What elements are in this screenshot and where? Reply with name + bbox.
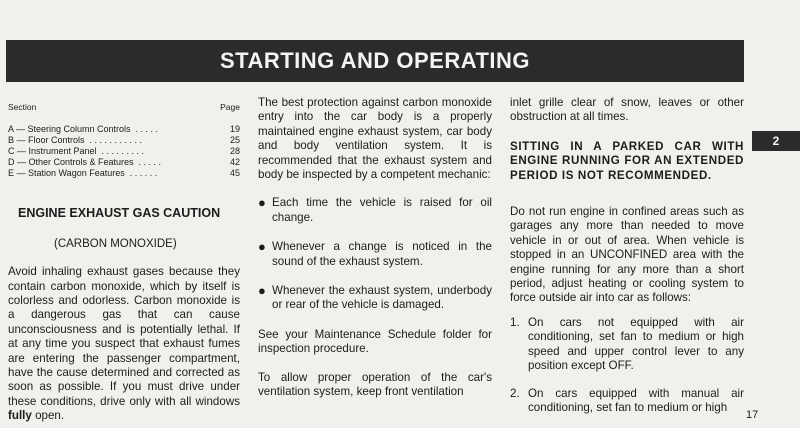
air-step-text: On cars not equipped with air conditioning, set fan to medium or high speed and upper control lever to any position except OFF. xyxy=(528,315,744,373)
caution-subheading: (CARBON MONOXIDE) xyxy=(54,237,177,250)
toc-entry-page: 25 xyxy=(229,135,240,146)
toc-entry xyxy=(8,146,240,157)
column-right xyxy=(510,96,744,428)
inspection-item-text: Each time the vehicle is raised for oil change. xyxy=(272,196,492,224)
inspection-item xyxy=(258,196,492,225)
section-banner xyxy=(6,40,744,82)
toc-entry-label: B — Floor Controls . . . . . . . . . . . xyxy=(8,135,143,146)
toc-entry xyxy=(8,157,240,168)
ventilation-note: To allow proper operation of the car's ventilation system, keep front ventilation xyxy=(258,370,492,399)
toc-entry xyxy=(8,124,240,135)
confined-area-note: Do not run engine in confined areas such as garages any more than needed to move vehicle in or out of area. When vehicle is stopped in an UNCONFINED area with the engine running for any more than a short period, adjust heating or cooling system to force outside air into car as follows: xyxy=(510,205,744,305)
toc-page-header: Page xyxy=(220,102,240,112)
caution-body-text: Avoid inhaling exhaust gases because they contain carbon monoxide, which by itself is colorless and odorless. Carbon monoxide is a dangerous gas that can cause unconsciousness and is potentially lethal. If at any time you suspect that exhaust fumes are entering the passenger compartment, have the cause determined and corrected as soon as possible. If you must drive under these conditions, drive only with all windows xyxy=(8,265,240,408)
protection-intro: The best protection against carbon monoxide entry into the car body is a properly maintained engine exhaust system, car body and body ventilation system. It is recommended that the exhaust system and body be inspected by a competent mechanic: xyxy=(258,96,492,182)
toc-entry xyxy=(8,168,240,179)
column-left xyxy=(8,96,240,424)
caution-body-end: open. xyxy=(35,409,65,423)
toc-entry-label: D — Other Controls & Features . . . . . xyxy=(8,156,162,167)
column-middle xyxy=(258,96,492,400)
toc-section-header: Section xyxy=(8,102,37,112)
caution-body-emphasis: fully xyxy=(8,409,32,423)
air-steps-list xyxy=(510,316,744,415)
toc-entry-page: 42 xyxy=(229,156,240,167)
bullet-icon: ● xyxy=(258,195,266,211)
air-step-number: 2. xyxy=(510,386,520,400)
maintenance-note: See your Maintenance Schedule folder for inspection procedure. xyxy=(258,327,492,356)
ventilation-continuation: inlet grille clear of snow, leaves or other obstruction at all times. xyxy=(510,96,744,124)
toc-entry-page: 28 xyxy=(229,146,240,156)
toc-entry-page: 19 xyxy=(229,124,240,135)
inspection-item-text: Whenever the exhaust system, underbody or rear of the vehicle is damaged. xyxy=(272,284,492,312)
toc-entry-label: E — Station Wagon Features . . . . . . xyxy=(8,167,158,178)
inspection-item xyxy=(258,284,492,313)
bullet-icon: ● xyxy=(258,239,266,255)
toc-entry-label: A — Steering Column Controls . . . . . xyxy=(8,124,159,135)
inspection-list xyxy=(258,196,492,312)
toc-header xyxy=(8,100,240,114)
air-step xyxy=(510,387,744,416)
page-number: 17 xyxy=(746,409,759,421)
caution-body xyxy=(8,265,240,423)
inspection-item-text: Whenever a change is noticed in the sound of the exhaust system. xyxy=(272,240,492,268)
inspection-item xyxy=(258,240,492,269)
air-step-text: On cars equipped with manual air conditioning, set fan to medium or high xyxy=(528,386,744,414)
caution-heading: ENGINE EXHAUST GAS CAUTION xyxy=(18,206,221,221)
bullet-icon: ● xyxy=(258,283,266,299)
parked-car-warning: SITTING IN A PARKED CAR WITH ENGINE RUNNING FOR AN EXTENDED PERIOD IS NOT RECOMMENDED. xyxy=(510,139,744,182)
banner-title: STARTING AND OPERATING xyxy=(219,48,531,73)
toc-entry-page: 45 xyxy=(229,167,240,178)
air-step-number: 1. xyxy=(510,315,520,329)
chapter-tab-label: 2 xyxy=(772,134,780,148)
toc-entry xyxy=(8,135,240,146)
table-of-contents xyxy=(8,124,240,178)
toc-entry-label: C — Instrument Panel . . . . . . . . . xyxy=(8,146,145,156)
chapter-tab xyxy=(752,131,800,151)
air-step xyxy=(510,316,744,374)
